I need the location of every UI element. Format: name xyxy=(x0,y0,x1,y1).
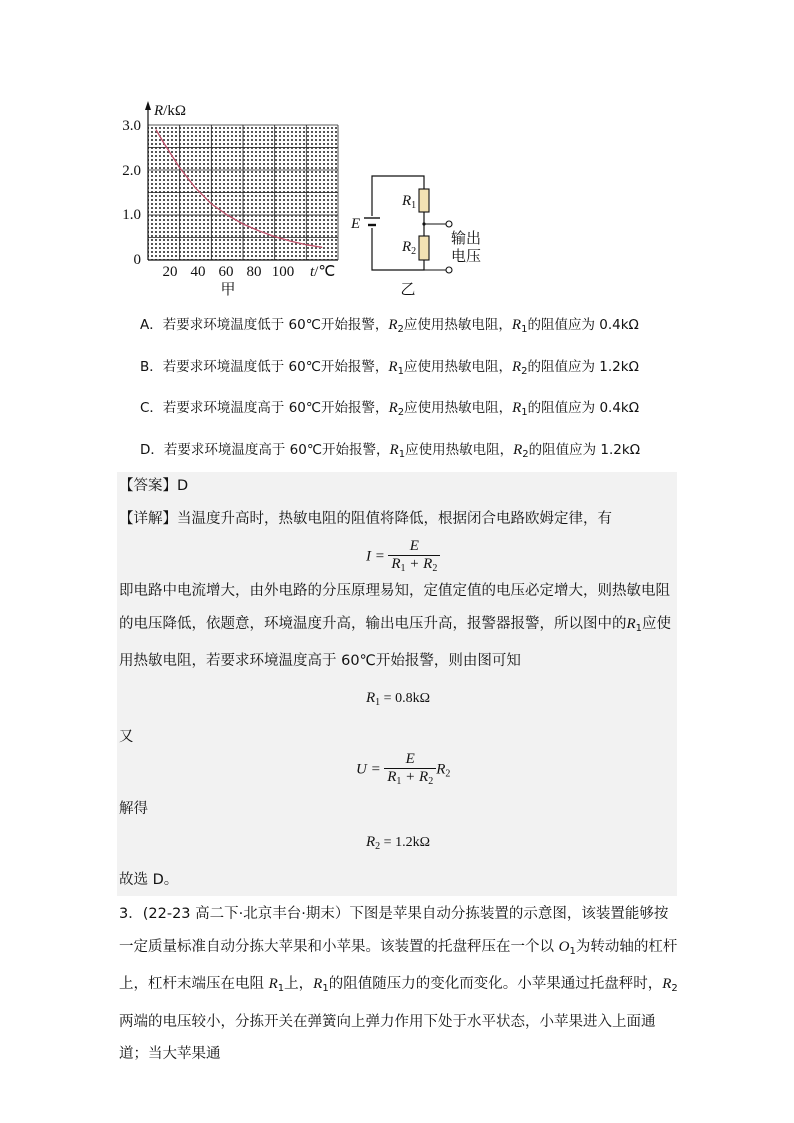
question-text: 上， xyxy=(284,976,314,992)
question-3 xyxy=(119,898,679,1071)
option-c[interactable] xyxy=(140,398,639,423)
explanation-text: 即电路中电流增大，由外电路的分压原理易知，定值定值的电压必定增大，则热敏电阻的电压降低，依题意，环境温度升高，输出电压升高，报警器报警，所以图中的 xyxy=(119,583,670,632)
x-axis-label: t/℃ xyxy=(310,264,336,280)
graph-jia xyxy=(110,98,345,298)
var-r: R xyxy=(268,976,278,992)
var-r: R xyxy=(388,359,398,375)
var-sub: 2 xyxy=(671,983,678,994)
option-text: B．若要求环境温度低于 60℃开始报警， xyxy=(140,359,389,375)
var-r: R xyxy=(388,400,398,416)
eq-denominator xyxy=(384,769,436,790)
question-text: 的阻值随压力的变化而变化。小苹果通过托盘秤时， xyxy=(328,976,663,992)
option-text: D．若要求环境温度高于 60℃开始报警， xyxy=(140,442,390,458)
explanation-text: 故选 D。 xyxy=(119,872,179,888)
var-sub: 1 xyxy=(375,697,381,708)
output-voltage-label-line1: 输出 xyxy=(451,229,482,247)
var-sub: 1 xyxy=(322,983,329,994)
question-text: 为转动轴的杠杆上，杠杆末端压在电阻 xyxy=(119,938,678,992)
eq-numerator: E xyxy=(388,538,440,556)
output-terminal-bottom xyxy=(446,267,452,273)
var-sub: 2 xyxy=(432,563,438,574)
explanation-jiede xyxy=(119,793,675,826)
question-text: 3．(22-23 高二下·北京丰台·期末）下图是苹果自动分拣装置的示意图，该装置能够按一定质量标准自动分拣大苹果和小苹果。该装置的托盘秤压在一个以 xyxy=(119,906,669,955)
var-r: R xyxy=(313,976,323,992)
figure-caption-jia: 甲 xyxy=(220,280,236,298)
x-tick-label: 80 xyxy=(246,264,262,280)
equation-r2-value xyxy=(366,834,430,852)
explanation-intro xyxy=(119,503,675,536)
var-r: R xyxy=(436,761,446,778)
var-sub: 2 xyxy=(445,768,451,780)
var-sub: 2 xyxy=(397,324,404,335)
var-sub: 2 xyxy=(522,449,529,460)
equation-ohm-law xyxy=(366,538,440,577)
eq-denominator xyxy=(388,556,440,577)
x-tick-label: 100 xyxy=(271,264,295,280)
var-sub: 2 xyxy=(428,776,434,787)
answer-line xyxy=(119,470,675,503)
option-b[interactable] xyxy=(140,357,639,382)
output-terminal-top xyxy=(446,221,452,227)
option-text: 应使用热敏电阻， xyxy=(405,442,514,458)
var-sub: 1 xyxy=(400,563,406,574)
option-text: 的阻值应为 0.4kΩ xyxy=(527,317,639,333)
y-tick-label: 3.0 xyxy=(122,118,141,134)
r2-label: $R_2$ xyxy=(402,239,417,257)
explanation-text: 当温度升高时，热敏电阻的阻值将降低，根据闭合电路欧姆定律，有 xyxy=(177,511,612,527)
option-d[interactable] xyxy=(140,440,640,465)
explanation-text: 又 xyxy=(119,729,134,745)
option-text: 应使用热敏电阻， xyxy=(403,317,512,333)
explanation-you xyxy=(119,721,675,754)
explanation-paragraph xyxy=(119,575,675,678)
option-text: 的阻值应为 0.4kΩ xyxy=(527,400,640,416)
y-axis-arrow xyxy=(145,101,151,110)
option-text: A．若要求环境温度低于 60℃开始报警， xyxy=(140,317,389,333)
explanation-text: 解得 xyxy=(119,801,148,817)
option-text: C．若要求环境温度高于 60℃开始报警， xyxy=(140,400,389,416)
circuit-yi xyxy=(345,168,485,298)
fraction xyxy=(384,751,436,790)
var-sub: 2 xyxy=(397,407,405,418)
var-r: R xyxy=(662,976,672,992)
var-sub: 1 xyxy=(277,983,285,994)
eq-lhs: I = xyxy=(366,548,385,565)
eq-lhs: U = xyxy=(356,761,381,778)
var-r: R xyxy=(389,442,399,458)
circuit-wire xyxy=(372,228,424,270)
eq-rhs: = 0.8kΩ xyxy=(380,691,430,706)
equation-output-voltage xyxy=(356,751,450,790)
output-voltage-label-line2: 电压 xyxy=(451,247,482,265)
var-sub: 2 xyxy=(375,841,381,852)
var-r: R xyxy=(511,317,522,333)
y-tick-label: 2.0 xyxy=(122,163,141,179)
var-r: R xyxy=(512,400,522,416)
emf-label: E xyxy=(351,216,361,232)
x-tick-label: 40 xyxy=(190,264,206,280)
explanation-text: 应使用热敏电阻，若要求环境温度高于 60℃开始报警，则由图可知 xyxy=(119,616,672,669)
var-r: R xyxy=(391,556,401,572)
var-r: R xyxy=(511,359,522,375)
r1-label: $R_1$ xyxy=(402,193,417,211)
equation-r1-value xyxy=(366,690,430,708)
eq-rhs: = 1.2kΩ xyxy=(380,835,430,850)
answer-label: 【答案】 xyxy=(119,478,177,494)
option-text: 的阻值应为 1.2kΩ xyxy=(528,442,641,458)
option-text: 应使用热敏电阻， xyxy=(404,400,513,416)
var-r: R xyxy=(388,317,398,333)
var-sub: 1 xyxy=(635,623,643,634)
var-sub: 1 xyxy=(396,776,402,787)
x-tick-label: 20 xyxy=(162,264,178,280)
resistor-r2 xyxy=(419,236,429,260)
circuit-wire xyxy=(372,176,424,216)
var-sub: 2 xyxy=(521,366,528,377)
explanation-label: 【详解】 xyxy=(119,511,177,527)
y-axis-label: R/kΩ xyxy=(154,103,186,119)
y-tick-label: 1.0 xyxy=(122,207,141,223)
answer-value: D xyxy=(177,478,189,494)
y-tick-label: 0 xyxy=(133,252,141,268)
var-sub: 1 xyxy=(569,945,576,957)
var-r: + R xyxy=(405,556,433,572)
var-r: R xyxy=(366,834,376,850)
var-r: R xyxy=(626,616,636,632)
figure-caption-yi: 乙 xyxy=(400,280,416,298)
resistor-r1 xyxy=(419,189,429,212)
var-sub: 1 xyxy=(521,407,528,418)
option-a[interactable] xyxy=(140,315,639,340)
var-r: R xyxy=(387,769,397,785)
fraction xyxy=(388,538,440,577)
junction-dot xyxy=(422,222,425,225)
var-sub: 1 xyxy=(397,366,404,377)
option-text: 应使用热敏电阻， xyxy=(403,359,512,375)
explanation-conclusion xyxy=(119,864,675,897)
var-sub: 1 xyxy=(521,324,528,335)
var-sub: 1 xyxy=(398,449,406,460)
var-r: R xyxy=(513,442,523,458)
option-text: 的阻值应为 1.2kΩ xyxy=(527,359,639,375)
var-r: + R xyxy=(401,769,429,785)
eq-numerator: E xyxy=(384,751,436,769)
var-r: R xyxy=(366,690,376,706)
var-o: O xyxy=(558,938,570,955)
x-tick-label: 60 xyxy=(218,264,234,280)
question-text: 两端的电压较小，分拣开关在弹簧向上弹力作用下处于水平状态，小苹果进入上面通道；当大苹果通 xyxy=(119,1013,656,1062)
